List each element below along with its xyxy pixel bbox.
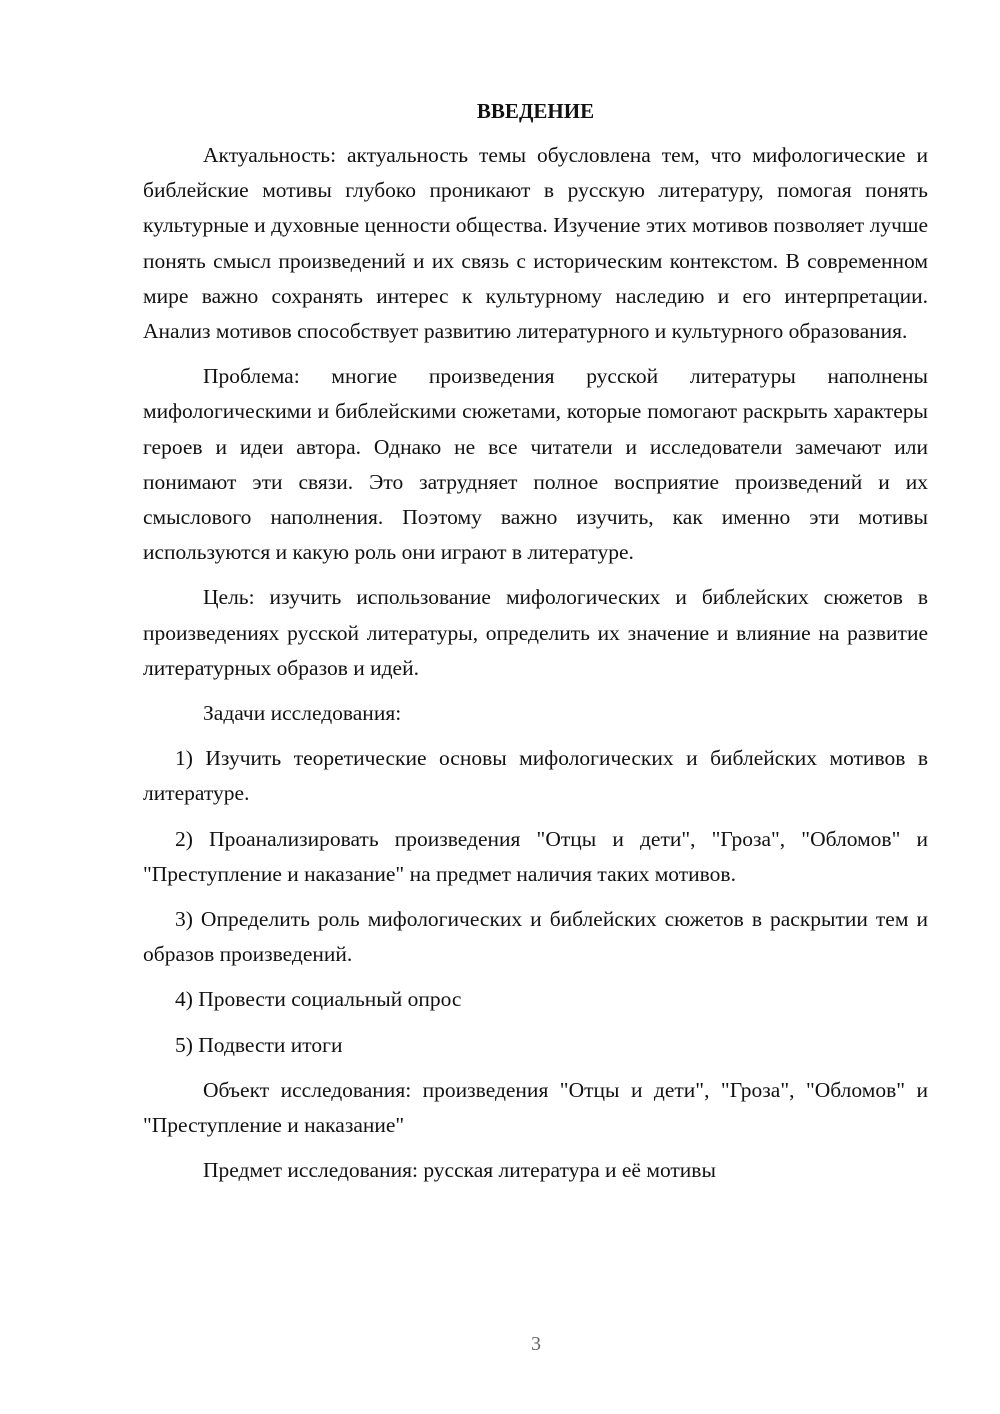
task-item: 4) Провести социальный опрос — [175, 987, 462, 1012]
goal-paragraph: Цель: изучить использование мифологических и библейских сюжетов в произведениях русской литературы, определить их значение и влияние на развитие литературных образов и идей. — [143, 585, 928, 680]
task-item: 2) Проанализировать произведения "Отцы и дети", "Гроза", "Обломов" и "Преступление и наказание" на предмет наличия таких мотивов. — [143, 826, 928, 886]
section-title: ВВЕДЕНИЕ — [476, 99, 595, 123]
subject-paragraph: Предмет исследования: русская литература и её мотивы — [203, 1158, 716, 1183]
problem-paragraph: Проблема: многие произведения русской литературы наполнены мифологическими и библейскими сюжетами, которые помогают раскрыть характеры героев и идеи автора. Однако не все читатели и исследователи замечают или понимают эти связи. Это затрудняет полное восприятие произведений и их смыслового наполнения. Поэтому важно изучить, как именно эти мотивы используются и какую роль они играют в литературе. — [143, 364, 928, 565]
object-paragraph: Объект исследования: произведения "Отцы и дети", "Гроза", "Обломов" и "Преступление и наказание" — [143, 1077, 928, 1138]
task-item: 5) Подвести итоги — [175, 1032, 343, 1057]
relevance-paragraph: Актуальность: актуальность темы обусловлена тем, что мифологические и библейские мотивы глубоко проникают в русскую литературу, помогая понять культурные и духовные ценности общества. Изучение этих мотивов позволяет лучше понять смысл произведений и их связь с историческим контекстом. В современном мире важно сохранять интерес к культурному наследию и его интерпретации. Анализ мотивов способствует развитию литературного и культурного образования. — [143, 143, 928, 344]
document-page — [143, 94, 928, 1198]
task-item: 1) Изучить теоретические основы мифологических и библейских мотивов в литературе. — [143, 746, 928, 806]
task-item: 3) Определить роль мифологических и библейских сюжетов в раскрытии тем и образов произведений. — [143, 907, 928, 967]
tasks-heading: Задачи исследования: — [203, 701, 402, 726]
page-number: 3 — [531, 1333, 541, 1355]
